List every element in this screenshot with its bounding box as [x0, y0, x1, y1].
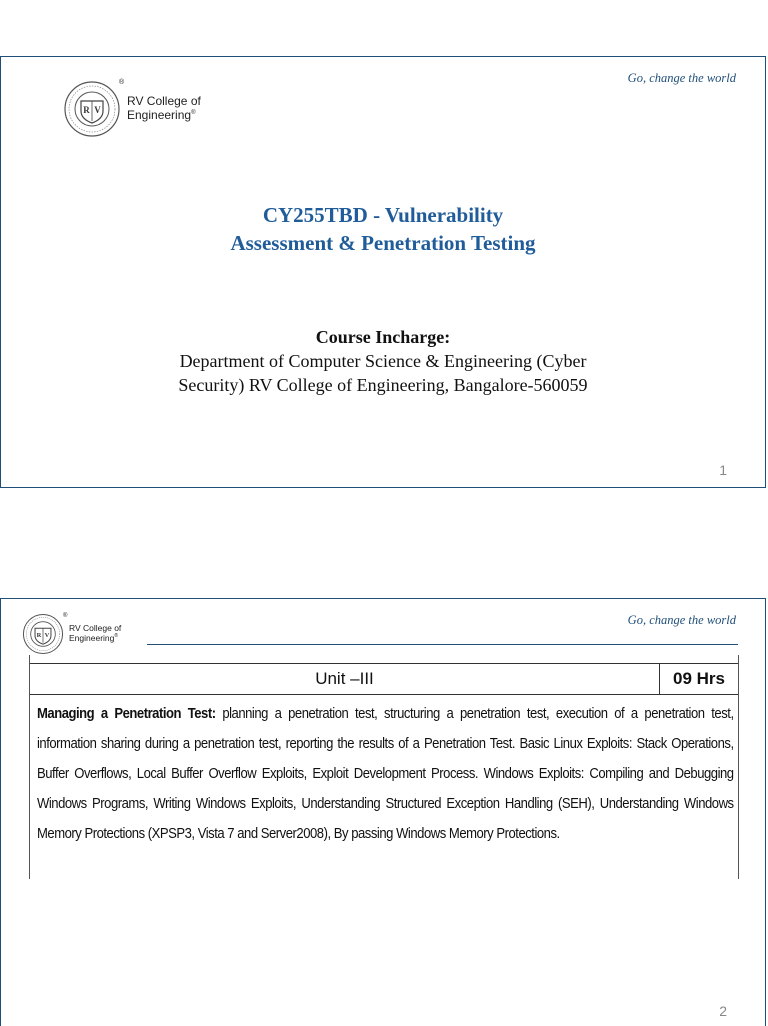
svg-text:R: R [36, 631, 42, 639]
college-logo [63, 80, 201, 138]
incharge-label: Course Incharge: [315, 327, 451, 347]
svg-text:R: R [83, 105, 90, 115]
slide-2 [0, 598, 766, 1026]
registered-mark: ® [63, 613, 68, 619]
tagline: Go, change the world [627, 613, 736, 627]
unit-header-row [30, 663, 738, 695]
svg-text:V: V [44, 631, 50, 639]
page-number: 2 [719, 1003, 727, 1019]
syllabus-heading: Managing a Penetration Test: [37, 705, 216, 722]
course-title-line2: Assessment & Penetration Testing [230, 231, 536, 255]
header-rule [147, 644, 738, 645]
college-logo [22, 613, 121, 655]
page-number: 1 [719, 462, 727, 478]
slide-1 [0, 56, 766, 488]
college-name: RV College of Engineering® [127, 94, 201, 122]
rvce-seal-icon [22, 613, 64, 655]
syllabus-body: planning a penetration test, structuring a penetration test, execution of a penetration test, information sharing during a penetration test, reporting the results of a Penetration Test. Basic Linux Exploits: Stack Operations, Buffer Overflows, Local Buffer Overflow Exploits, Exploit Development Process. Windows Exploits: Compiling and Debugging Windows Programs, Writing Windows Exploits, Understanding Structured Exception Handling (SEH), Understanding Windows Memory Protections (XPSP3, Vista 7 and Server2008), By passing Windows Memory Protections. [37, 705, 734, 842]
tagline: Go, change the world [627, 71, 736, 85]
registered-mark: ® [119, 79, 125, 86]
syllabus-table [29, 655, 739, 879]
svg-text:V: V [94, 105, 101, 115]
incharge-line2: Security) RV College of Engineering, Bangalore-560059 [178, 375, 588, 395]
syllabus-content [37, 699, 734, 849]
unit-label: Unit –III [30, 664, 660, 694]
course-title-line1: CY255TBD - Vulnerability [262, 203, 504, 227]
incharge-line1: Department of Computer Science & Engineering (Cyber [179, 351, 587, 371]
course-incharge [1, 325, 765, 397]
college-name: RV College of Engineering® [69, 623, 122, 643]
unit-hours: 09 Hrs [673, 669, 725, 688]
course-title [1, 201, 765, 257]
rvce-seal-icon [63, 80, 121, 138]
